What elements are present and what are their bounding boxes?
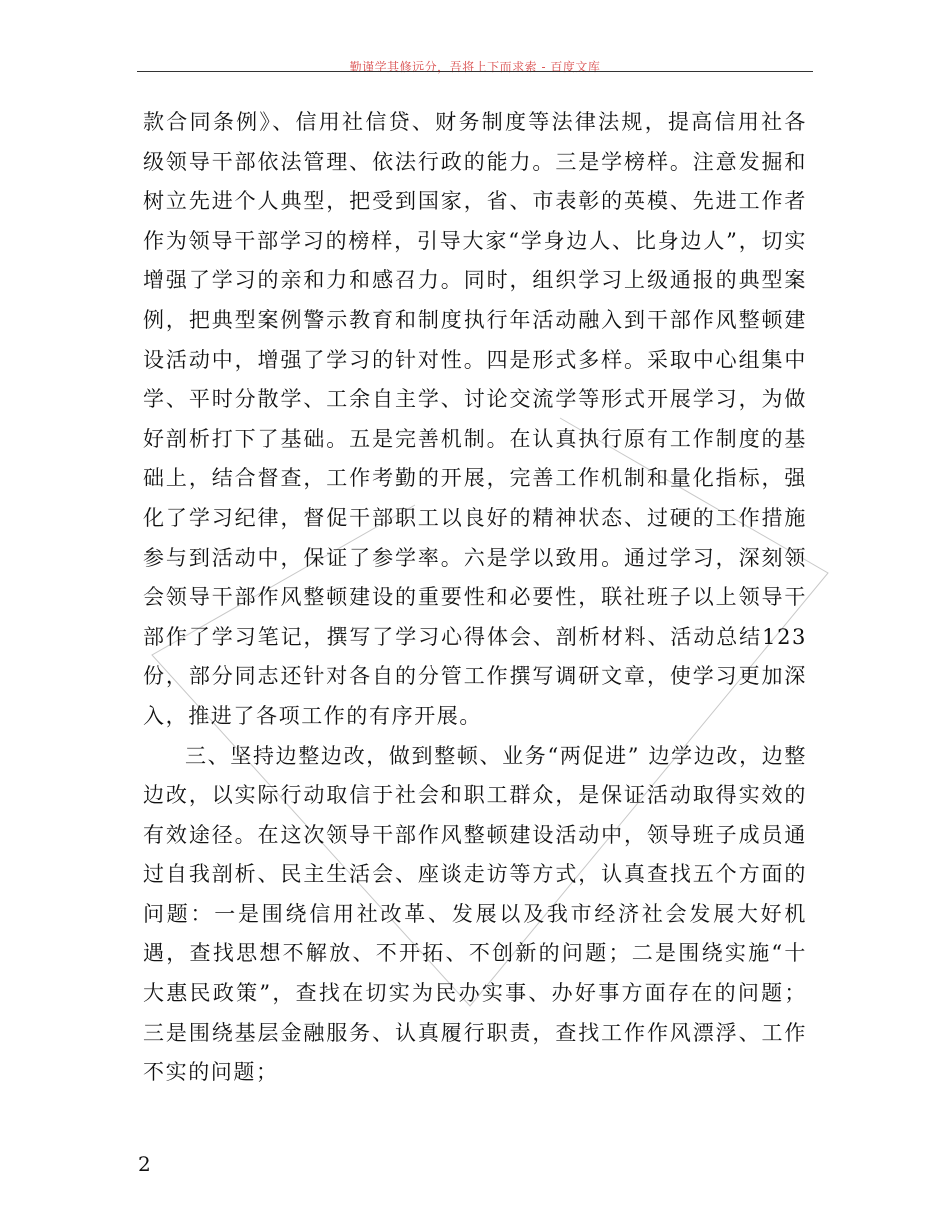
paragraph-continued: 款合同条例》、信用社信贷、财务制度等法律法规，提高信用社各级领导干部依法管理、依法行政的能力。三是学榜样。注意发掘和树立先进个人典型，把受到国家，省、市表彰的英模、先进工作者作为领导干部学习的榜样，引导大家“学身边人、比身边人”，切实增强了学习的亲和力和感召力。同时，组织学习上级通报的典型案例，把典型案例警示教育和制度执行年活动融入到干部作风整顿建设活动中，增强了学习的针对性。四是形式多样。采取中心组集中学、平时分散学、工余自主学、讨论交流学等形式开展学习，为做好剖析打下了基础。五是完善机制。在认真执行原有工作制度的基础上，结合督查，工作考勤的开展，完善工作机制和量化指标，强化了学习纪律，督促干部职工以良好的精神状态、过硬的工作措施参与到活动中，保证了参学率。六是学以致用。通过学习，深刻领会领导干部作风整顿建设的重要性和必要性，联社班子以上领导干部作了学习笔记，撰写了学习心得体会、剖析材料、活动总结123份，部分同志还针对各自的分管工作撰写调研文章，使学习更加深入，推进了各项工作的有序开展。 — [143, 110, 807, 728]
page-header-text: 勤谨学其修远分，吾将上下而求索 - 百度文库 — [349, 60, 601, 74]
paragraph-section-three: 三、坚持边整边改，做到整顿、业务“两促进” 边学边改，边整边改，以实际行动取信于社会和职工群众，是保证活动取得实效的有效途径。在这次领导干部作风整顿建设活动中，领导班子成员通过自我剖析、民主生活会、座谈走访等方式，认真查找五个方面的问题：一是围绕信用社改革、发展以及我市经济社会发展大好机遇，查找思想不解放、不开拓、不创新的问题；二是围绕实施“十大惠民政策”，查找在切实为民办实事、办好事方面存在的问题；三是围绕基层金融服务、认真履行职责，查找工作作风漂浮、工作不实的问题； — [143, 743, 807, 1085]
document-body — [143, 103, 807, 1093]
header-rule — [137, 71, 813, 72]
page-number: 2 — [138, 1152, 151, 1176]
